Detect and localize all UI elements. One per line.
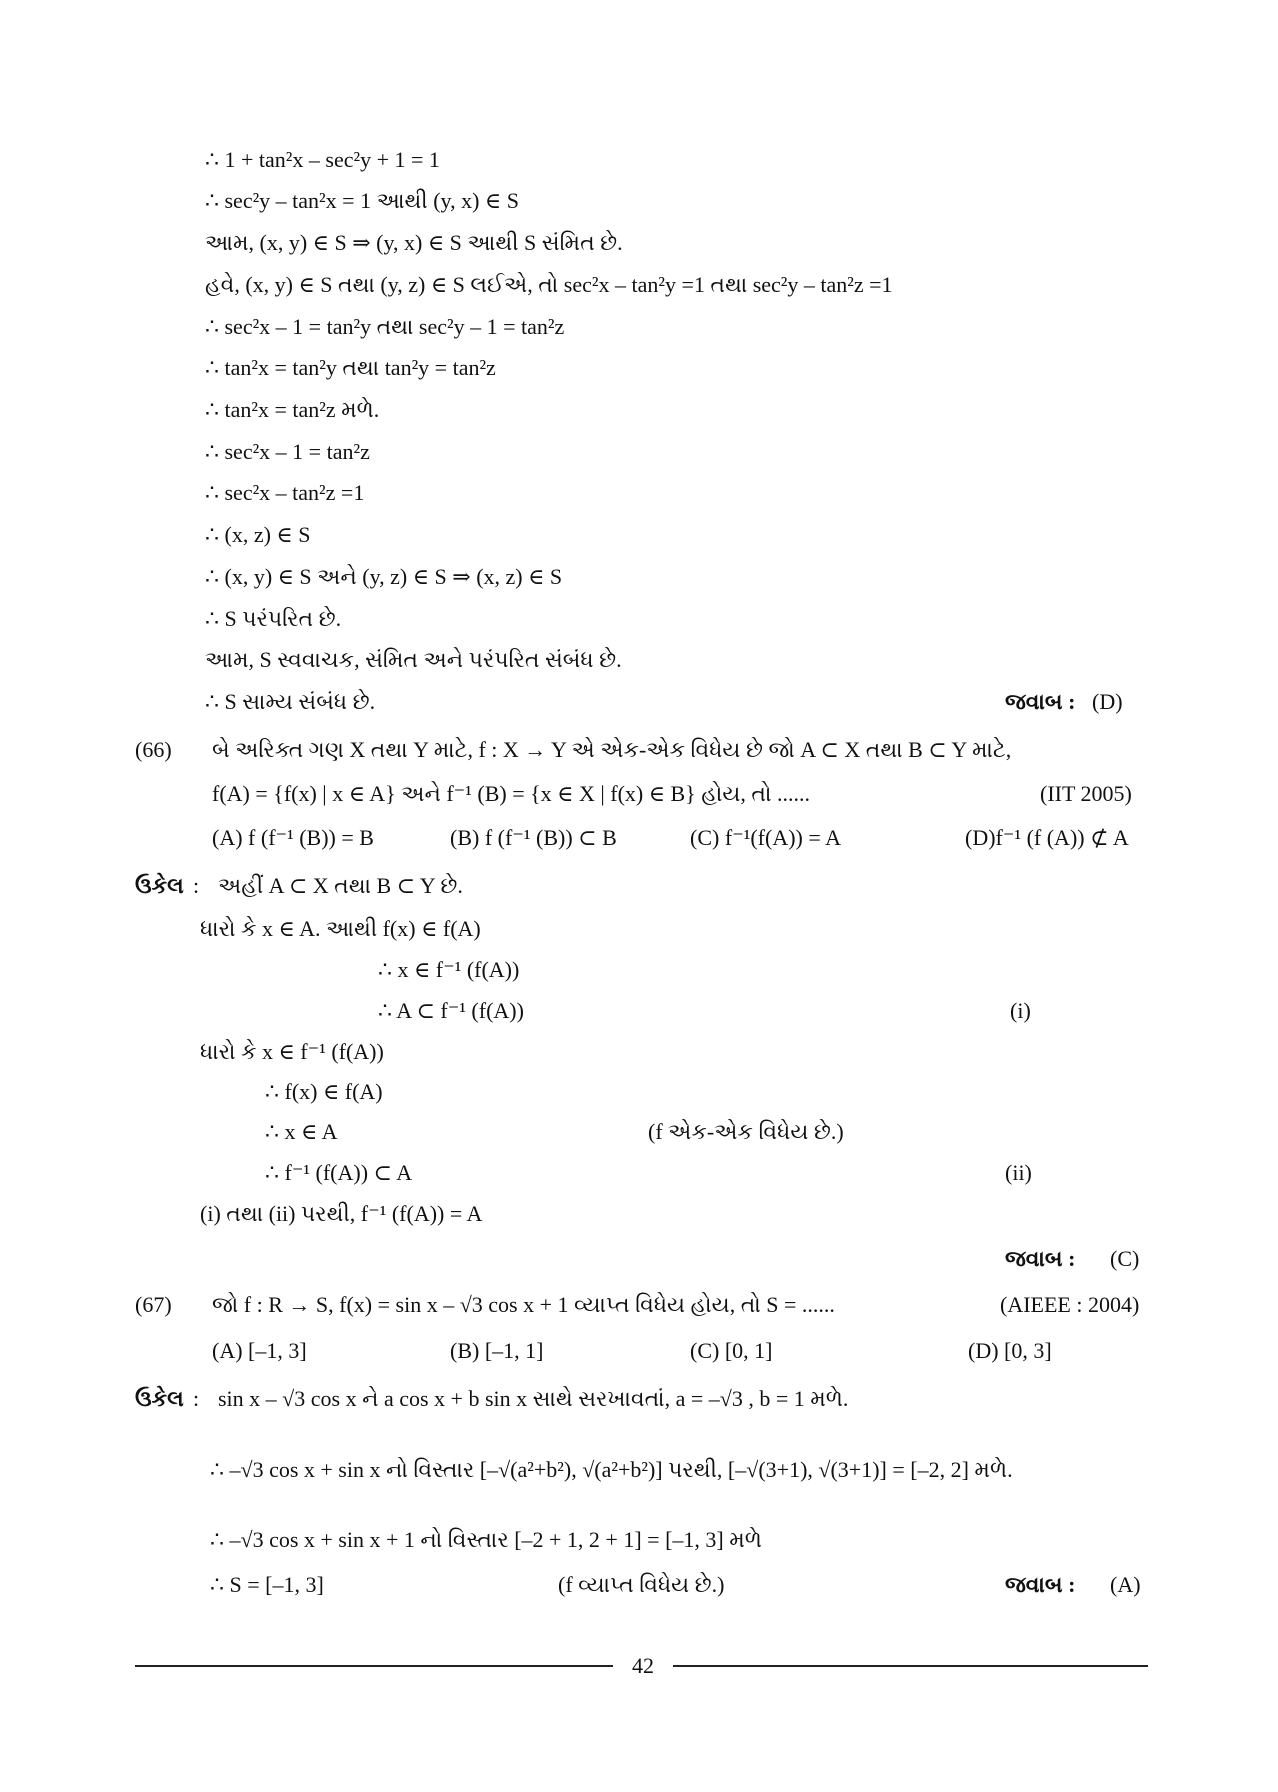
solution-line: ∴ x ∈ f⁻¹ (f(A)) — [378, 957, 520, 982]
solution-line: ∴ sec²y – tan²x = 1 આથી (y, x) ∈ S — [205, 188, 519, 213]
option-b: (B) f (f⁻¹ (B)) ⊂ B — [450, 825, 617, 850]
option-a: (A) [–1, 3] — [212, 1338, 307, 1363]
solution-note: (f એક-એક વિધેય છે.) — [648, 1119, 844, 1144]
option-c: (C) f⁻¹(f(A)) = A — [690, 825, 841, 850]
solution-line: ધારો કે x ∈ A. આથી f(x) ∈ f(A) — [200, 916, 481, 941]
solution-line: ∴ tan²x = tan²y તથા tan²y = tan²z — [205, 355, 496, 380]
option-d: (D)f⁻¹ (f (A)) ⊄ A — [965, 825, 1129, 850]
solution-line: ∴ sec²x – tan²z =1 — [205, 480, 365, 505]
question-text: f(A) = {f(x) | x ∈ A} અને f⁻¹ (B) = {x ∈ X | f(x) ∈ B} હોય, તો ...... — [212, 781, 810, 806]
solution-line: ∴ sec²x – 1 = tan²z — [205, 439, 370, 464]
question-number: (67) — [135, 1292, 172, 1317]
footer-rule-left — [135, 1665, 613, 1667]
solution-line: ∴ f(x) ∈ f(A) — [265, 1079, 383, 1104]
colon: : — [193, 873, 200, 898]
question-text: જો f : R → S, f(x) = sin x – √3 cos x + 1 વ્યાપ્ત વિધેય હોય, તો S = ...... — [212, 1292, 835, 1317]
answer-value: (A) — [1110, 1572, 1141, 1597]
footer-rule-right — [673, 1665, 1148, 1667]
solution-line: ∴ S સામ્ય સંબંધ છે. — [205, 689, 376, 714]
page-number: 42 — [632, 1653, 654, 1678]
solution-line: ∴ tan²x = tan²z મળે. — [205, 397, 380, 422]
option-c: (C) [0, 1] — [690, 1338, 773, 1363]
option-b: (B) [–1, 1] — [450, 1338, 544, 1363]
solution-label: ઉકેલ — [135, 873, 184, 898]
equation-tag: (ii) — [1005, 1160, 1032, 1185]
solution-line: ∴ (x, y) ∈ S અને (y, z) ∈ S ⇒ (x, z) ∈ S — [205, 564, 563, 589]
solution-line: આમ, S સ્વવાચક, સંમિત અને પરંપરિત સંબંધ છે. — [205, 647, 622, 672]
solution-line: આમ, (x, y) ∈ S ⇒ (y, x) ∈ S આથી S સંમિત છે. — [205, 230, 623, 255]
solution-line: ∴ –√3 cos x + sin x નો વિસ્તાર [–√(a²+b²), √(a²+b²)] પરથી, [–√(3+1), √(3+1)] = [–2, 2] મળે. — [210, 1457, 1013, 1482]
solution-line: ∴ f⁻¹ (f(A)) ⊂ A — [265, 1160, 413, 1185]
question-text: બે અરિક્ત ગણ X તથા Y માટે, f : X → Y એ એક-એક વિધેય છે જો A ⊂ X તથા B ⊂ Y માટે, — [212, 737, 1012, 762]
solution-line: ∴ x ∈ A — [265, 1119, 338, 1144]
solution-line: sin x – √3 cos x ને a cos x + b sin x સાથે સરખાવતાં, a = –√3 , b = 1 મળે. — [218, 1386, 849, 1411]
solution-line: ∴ sec²x – 1 = tan²y તથા sec²y – 1 = tan²z — [205, 314, 565, 339]
solution-line: ∴ A ⊂ f⁻¹ (f(A)) — [378, 998, 524, 1023]
solution-note: (f વ્યાપ્ત વિધેય છે.) — [558, 1572, 725, 1597]
question-source: (IIT 2005) — [1040, 781, 1132, 806]
answer-value: (D) — [1092, 689, 1123, 714]
solution-line: ∴ S પરંપરિત છે. — [205, 606, 342, 631]
solution-line: ધારો કે x ∈ f⁻¹ (f(A)) — [200, 1039, 384, 1064]
solution-line: ∴ –√3 cos x + sin x + 1 નો વિસ્તાર [–2 + 1, 2 + 1] = [–1, 3] મળે — [210, 1527, 762, 1552]
answer-label: જવાબ : — [1005, 1572, 1076, 1597]
solution-line: ∴ S = [–1, 3] — [210, 1572, 324, 1597]
solution-line: ∴ 1 + tan²x – sec²y + 1 = 1 — [205, 147, 440, 172]
answer-label: જવાબ : — [1005, 689, 1076, 714]
solution-label: ઉકેલ — [135, 1386, 184, 1411]
solution-line: અહીં A ⊂ X તથા B ⊂ Y છે. — [218, 873, 463, 898]
answer-value: (C) — [1110, 1246, 1140, 1271]
question-number: (66) — [135, 737, 172, 762]
equation-tag: (i) — [1010, 998, 1031, 1023]
option-d: (D) [0, 3] — [968, 1338, 1052, 1363]
solution-line: (i) તથા (ii) પરથી, f⁻¹ (f(A)) = A — [200, 1201, 483, 1226]
solution-line: ∴ (x, z) ∈ S — [205, 522, 311, 547]
answer-label: જવાબ : — [1005, 1246, 1076, 1271]
colon: : — [193, 1386, 200, 1411]
option-a: (A) f (f⁻¹ (B)) = B — [212, 825, 374, 850]
question-source: (AIEEE : 2004) — [1000, 1292, 1140, 1317]
solution-line: હવે, (x, y) ∈ S તથા (y, z) ∈ S લઈએ, તો sec²x – tan²y =1 તથા sec²y – tan²z =1 — [205, 272, 893, 297]
